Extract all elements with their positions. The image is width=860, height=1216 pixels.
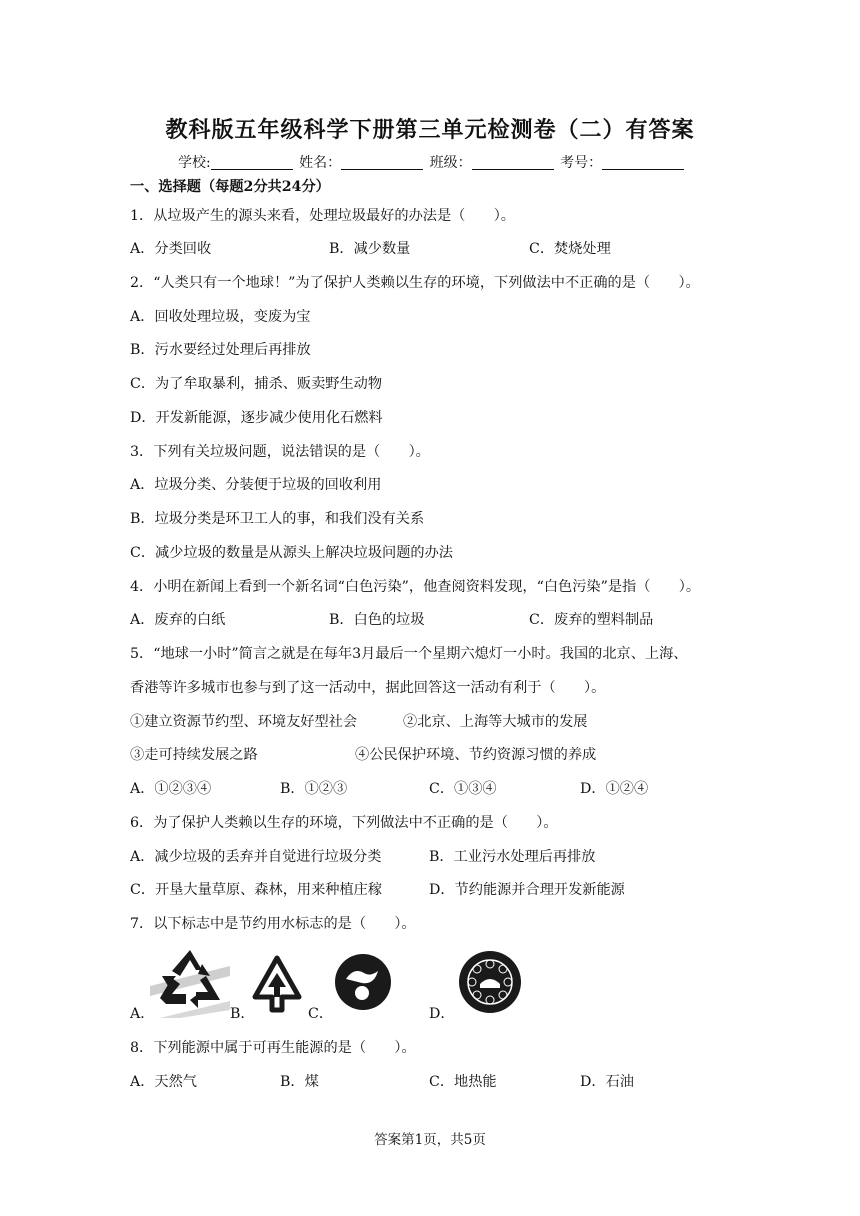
question-5-option-c: C．①③④ xyxy=(429,781,497,797)
question-1-stem: 1．从垃圾产生的源头来看，处理垃圾最好的办法是（ ）。 xyxy=(130,208,515,224)
question-2-option-a: A．回收处理垃圾，变废为宝 xyxy=(130,309,311,325)
question-7-option-b: B． xyxy=(230,1006,255,1022)
question-5-option-d: D．①②④ xyxy=(580,781,649,797)
question-5-statement-1: ①建立资源节约型、环境友好型社会 xyxy=(130,714,358,730)
question-1-option-c: C．焚烧处理 xyxy=(529,241,611,257)
class-blank[interactable] xyxy=(472,155,554,170)
class-label: 班级： xyxy=(429,155,472,171)
question-7-stem: 7．以下标志中是节约用水标志的是（ ）。 xyxy=(130,916,416,932)
water-drop-icon xyxy=(334,953,392,1015)
question-2-option-d: D．开发新能源，逐步减少使用化石燃料 xyxy=(130,410,383,426)
circular-seal-icon xyxy=(458,950,522,1018)
question-1-option-a: A．分类回收 xyxy=(130,241,212,257)
question-6-option-d: D．节约能源并合理开发新能源 xyxy=(429,882,625,898)
question-6-option-a: A．减少垃圾的丢弃并自觉进行垃圾分类 xyxy=(130,849,382,865)
question-8-option-a: A．天然气 xyxy=(130,1074,197,1090)
number-label: 考号： xyxy=(560,155,603,171)
question-5-statement-2: ②北京、上海等大城市的发展 xyxy=(403,714,588,730)
recycle-icon xyxy=(150,946,230,1022)
number-blank[interactable] xyxy=(602,155,684,170)
name-label: 姓名： xyxy=(299,155,342,171)
document-title: 教科版五年级科学下册第三单元检测卷（二）有答案 xyxy=(165,117,695,143)
section-heading: 一、选择题（每题2分共24分） xyxy=(130,179,330,195)
question-4-stem: 4．小明在新闻上看到一个新名词“白色污染”，他查阅资料发现，“白色污染”是指（ ）。 xyxy=(130,579,701,595)
question-4-option-c: C．废弃的塑料制品 xyxy=(529,612,654,628)
question-2-stem: 2．“人类只有一个地球！”为了保护人类赖以生存的环境，下列做法中不正确的是（ ）。 xyxy=(130,275,700,291)
question-6-option-b: B．工业污水处理后再排放 xyxy=(429,849,596,865)
question-5-stem-line-1: 5．“地球一小时”简言之就是在每年3月最后一个星期六熄灯一小时。我国的北京、上海、 xyxy=(130,646,688,662)
question-4-option-a: A．废弃的白纸 xyxy=(130,612,226,628)
school-blank[interactable] xyxy=(211,155,293,170)
question-6-stem: 6．为了保护人类赖以生存的环境，下列做法中不正确的是（ ）。 xyxy=(130,815,558,831)
question-3-option-b: B．垃圾分类是环卫工人的事，和我们没有关系 xyxy=(130,511,425,527)
question-5-statement-4: ④公民保护环境、节约资源习惯的养成 xyxy=(355,747,597,763)
page-footer: 答案第1页，共5页 xyxy=(374,1132,486,1148)
question-1-option-b: B．减少数量 xyxy=(329,241,411,257)
name-blank[interactable] xyxy=(341,155,423,170)
question-5-stem-line-2: 香港等许多城市也参与到了这一活动中，据此回答这一活动有利于（ ）。 xyxy=(130,680,606,696)
question-2-option-b: B．污水要经过处理后再排放 xyxy=(130,342,311,358)
question-5-option-b: B．①②③ xyxy=(280,781,348,797)
question-3-option-c: C．减少垃圾的数量是从源头上解决垃圾问题的办法 xyxy=(130,545,453,561)
question-5-statement-3: ③走可持续发展之路 xyxy=(130,747,258,763)
question-6-option-c: C．开垦大量草原、森林，用来种植庄稼 xyxy=(130,882,383,898)
question-7-option-c: C． xyxy=(308,1006,334,1022)
school-label: 学校: xyxy=(178,155,211,171)
question-3-option-a: A．垃圾分类、分装便于垃圾的回收利用 xyxy=(130,477,382,493)
question-5-option-a: A．①②③④ xyxy=(130,781,212,797)
question-8-option-b: B．煤 xyxy=(280,1074,319,1090)
question-8-option-d: D．石油 xyxy=(580,1074,634,1090)
question-7-option-a: A． xyxy=(130,1006,155,1022)
question-2-option-c: C．为了牟取暴利，捕杀、贩卖野生动物 xyxy=(130,376,383,392)
student-info-line xyxy=(178,152,686,172)
question-8-option-c: C．地热能 xyxy=(429,1074,497,1090)
question-7-option-d: D． xyxy=(429,1006,455,1022)
question-4-option-b: B．白色的垃圾 xyxy=(329,612,425,628)
question-3-stem: 3．下列有关垃圾问题，说法错误的是（ ）。 xyxy=(130,444,430,460)
question-8-stem: 8．下列能源中属于可再生能源的是（ ）。 xyxy=(130,1040,416,1056)
tree-triangle-icon xyxy=(252,955,302,1017)
